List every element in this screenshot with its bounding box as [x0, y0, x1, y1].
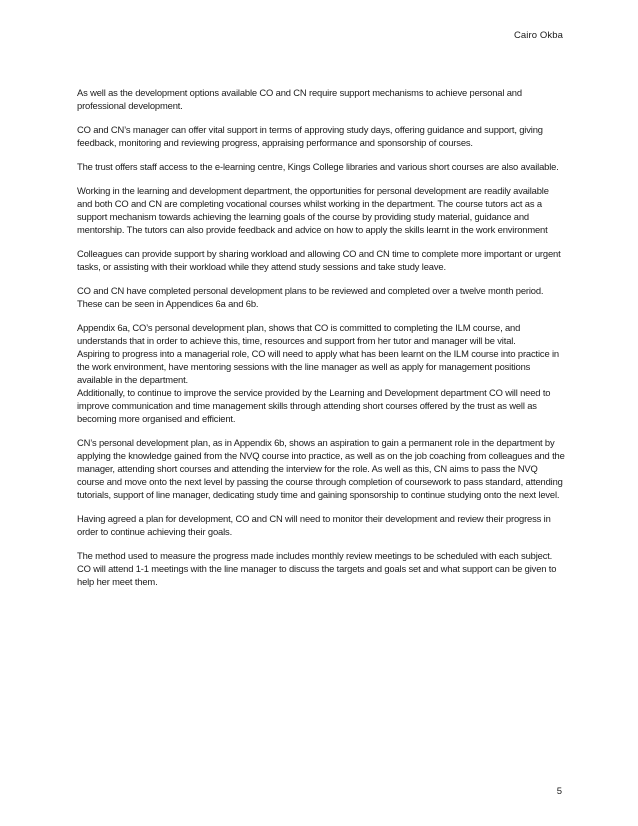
- header-author: Cairo Okba: [513, 30, 563, 41]
- paragraph: The trust offers staff access to the e-learning centre, Kings College libraries and various short courses are also available.: [77, 161, 559, 172]
- paragraph: CN’s personal development plan, as in Appendix 6b, shows an aspiration to gain a permanent role in the department by applying the knowledge gained from the NVQ course into practice, as well as on the job coaching from colleagues and the manager, attending short courses and attending the interview for the role. As well as this, CN aims to pass the NVQ course and move onto the next level by passing the course through completion of coursework to pass standard, attending tutorials, support of line manager, dedicating study time and gaining sponsorship to continue studying onto the next level.: [77, 437, 565, 500]
- paragraph: CO and CN have completed personal development plans to be reviewed and completed over a twelve month period. These can be seen in Appendices 6a and 6b.: [77, 285, 544, 309]
- paragraph: Additionally, to continue to improve the service provided by the Learning and Development department CO will need to improve communication and time management skills through attending short courses offered by the trust as well as becoming more organised and efficient.: [77, 387, 551, 424]
- body-text: [77, 86, 565, 599]
- paragraph: Colleagues can provide support by sharing workload and allowing CO and CN time to complete more important or urgent tasks, or assisting with their workload while they attend study sessions and take study leave.: [77, 248, 561, 272]
- paragraph: The method used to measure the progress made includes monthly review meetings to be scheduled with each subject.: [77, 550, 553, 561]
- paragraph: As well as the development options available CO and CN require support mechanisms to achieve personal and professional development.: [77, 87, 522, 111]
- page-number: 5: [556, 786, 562, 797]
- paragraph: CO and CN’s manager can offer vital support in terms of approving study days, offering guidance and support, giving feedback, monitoring and reviewing progress, appraising performance and sponsorship of courses.: [77, 124, 543, 148]
- paragraph: Working in the learning and development department, the opportunities for personal development are readily available and both CO and CN are completing vocational courses whilst working in the department. The course tutors act as a support mechanism towards achieving the learning goals of the course by providing study material, guidance and mentorship. The tutors can also provide feedback and advice on how to apply the skills learnt in the work environment: [77, 185, 549, 235]
- paragraph: Having agreed a plan for development, CO and CN will need to monitor their development and review their progress in order to continue achieving their goals.: [77, 513, 551, 537]
- paragraph: CO will attend 1-1 meetings with the line manager to discuss the targets and goals set and what support can be given to help her meet them.: [77, 563, 557, 587]
- paragraph: Appendix 6a, CO’s personal development plan, shows that CO is committed to completing the ILM course, and understands that in order to achieve this, time, resources and support from her tutor and manager will be vital.: [77, 322, 521, 346]
- paragraph: Aspiring to progress into a managerial role, CO will need to apply what has been learnt on the ILM course into practice in the work environment, have mentoring sessions with the line manager as well as apply for management positions available in the department.: [77, 348, 559, 385]
